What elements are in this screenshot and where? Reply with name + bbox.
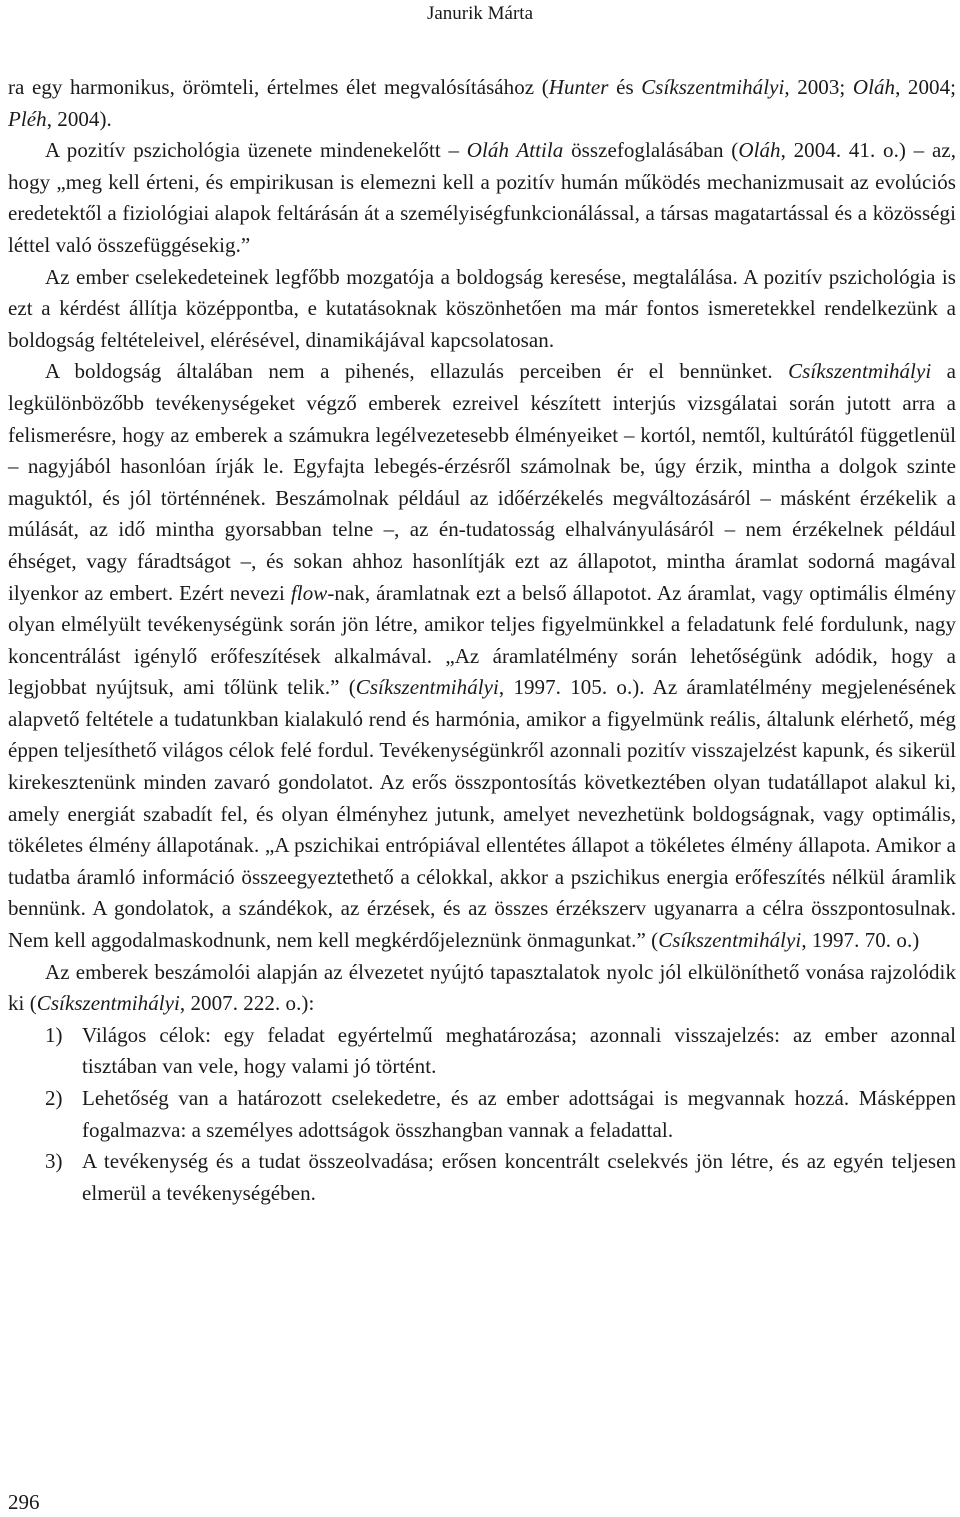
text-run: , 2004; (895, 75, 956, 99)
author-name: Csíkszentmihályi (788, 359, 932, 384)
author-name: Hunter (548, 75, 609, 99)
text-run: Az emberek beszámolói alapján az élvezetet nyújtó tapasztalatok nyolc jól elkülöníthető vonása rajzolódik ki ( (8, 959, 956, 1016)
author-name: Csíkszentmihályi (36, 991, 180, 1016)
text-run: -nak, áramlatnak ezt a belső állapotot. Az áramlat, vagy optimális élmény olyan elmélyült tevékenységünk során jön létre, amikor teljes figyelmünkkel a feladatunk felé fordulunk, nagy koncentrálást igénylő erőfeszítések alkalmával. „Az áramlatélmény során lehetőségünk adódik, hogy a legjobbat nyújtsuk, ami tőlünk telik.” ( (8, 580, 956, 700)
text-run: , 2003; (784, 75, 853, 99)
author-name: Oláh Attila (466, 138, 564, 163)
text-run: , 2007. 222. o.): (179, 991, 315, 1016)
text-run: , 2004). (46, 106, 112, 131)
text-run: A pozitív pszichológia üzenete mindenekelőtt – (45, 138, 467, 163)
paragraph-2 (8, 135, 956, 261)
paragraph-4 (8, 356, 956, 956)
text-run: Az ember cselekedeteinek legfőbb mozgatója a boldogság keresése, megtalálása. A pozitív pszichológia is ezt a kérdést állítja középpontba, e kutatásoknak köszönhetően ma már fontos ismeretekkel rendelkezünk a boldogság feltételeivel, elérésével, dinamikájával kapcsolatosan. (8, 264, 956, 352)
author-name: Oláh (738, 138, 781, 163)
page-number: 296 (8, 1490, 40, 1514)
list-item-text: Világos célok: egy feladat egyértelmű meghatározása; azonnali visszajelzés: az ember azonnal tisztában van vele, hogy valami jó történt. (82, 1022, 956, 1079)
flow-features-list (8, 1020, 956, 1210)
list-item (8, 1146, 956, 1209)
list-number: 2) (45, 1086, 63, 1110)
text-run: , 1997. 70. o.) (801, 928, 920, 953)
text-run: A boldogság általában nem a pihenés, ellazulás perceiben ér el bennünket. (45, 359, 789, 384)
text-run: a legkülönbözőbb tevékenységeket végző emberek ezreivel készített interjús vizsgálatai során jutott arra a felismerésre, hogy az emberek a számukra legélvezetesebb élményeiket – kortól, nemtől, kultúrától függetlenül – nagyjából hasonlóan írják le. Egyfajta lebegés-érzésről számolnak be, úgy érzik, mintha a dolgok szinte maguktól, és jól történnének. Beszámolnak például az időérzékelés megváltozásáról – másként érzékelik a múlását, az idő mintha gyorsabban telne –, az én-tudatosság elhalványulásáról – nem érzékelnek például éhséget, vagy fáradtságot –, és sokan ahhoz hasonlítják ezt az állapotot, mintha áramlat sodorná magával ilyenkor az embert. Ezért nevezi (8, 359, 956, 605)
paragraph-1 (8, 72, 956, 135)
running-header: Janurik Márta (426, 3, 534, 24)
text-run: összefoglalásában ( (563, 138, 739, 163)
text-run: , 2004. 41. o.) – az, hogy „meg kell érteni, és empirikusan is elemezni kell a pozitív humán működés mechanizmusait az evolúciós eredetektől a fiziológiai alapok feltárásán át a személyiségfunkcionálással, a társas magatartással és a közösségi léttel való összefüggésekig.” (8, 138, 957, 257)
text-run: , 1997. 105. o.). Az áramlatélmény megjelenésének alapvető feltétele a tudatunkban kialakuló rend és harmónia, amikor a figyelmünk reális, általunk elérhető, még éppen teljesíthető világos célok felé fordul. Tevékenységünkről azonnali pozitív visszajelzést kapunk, és sikerül kirekesztenünk minden zavaró gondolatot. Az erős összpontosítás következtében olyan tudatállapot alakul ki, amely energiát szabadít fel, és olyan élményhez jutunk, amelyet nevezhetünk boldogságnak, vagy optimális, tökéletes élmény állapotának. „A pszichikai entrópiával ellentétes állapot a tökéletes élmény állapota. Amikor a tudatba áramló információ összeegyeztethető a célokkal, akkor a pszichikus energia erőfeszítés nélkül áramlik bennünk. A gondolatok, a szándékok, az érzések, és az összes érzékszerv ugyanarra a célra összpontosulnak. Nem kell aggodalmaskodnunk, nem kell megkérdőjeleznünk önmagunkat.” ( (8, 675, 956, 953)
list-item-text: Lehetőség van a határozott cselekedetre, és az ember adottságai is megvannak hozzá. Másképpen fogalmazva: a személyes adottságok összhangban vannak a feladattal. (82, 1086, 956, 1142)
list-number: 1) (45, 1022, 63, 1047)
author-name: Oláh (852, 75, 896, 99)
text-run: ra egy harmonikus, örömteli, értelmes élet megvalósításához ( (8, 75, 549, 99)
list-item-text: A tevékenység és a tudat összeolvadása; erősen koncentrált cselekvés jön létre, és az egyén teljesen elmerül a tevékenységében. (82, 1149, 956, 1205)
author-name: Csíkszentmihályi (658, 928, 802, 953)
body-text (8, 72, 956, 1209)
term-flow: flow (290, 580, 328, 605)
paragraph-5 (8, 957, 956, 1020)
author-name: Pléh (8, 106, 47, 131)
author-name: Csíkszentmihályi (641, 75, 785, 99)
list-item (8, 1020, 956, 1083)
text-run: és (608, 75, 642, 99)
list-item (8, 1083, 956, 1146)
list-number: 3) (45, 1149, 63, 1174)
author-name: Csíkszentmihályi (355, 675, 499, 700)
paragraph-3 (8, 262, 956, 357)
